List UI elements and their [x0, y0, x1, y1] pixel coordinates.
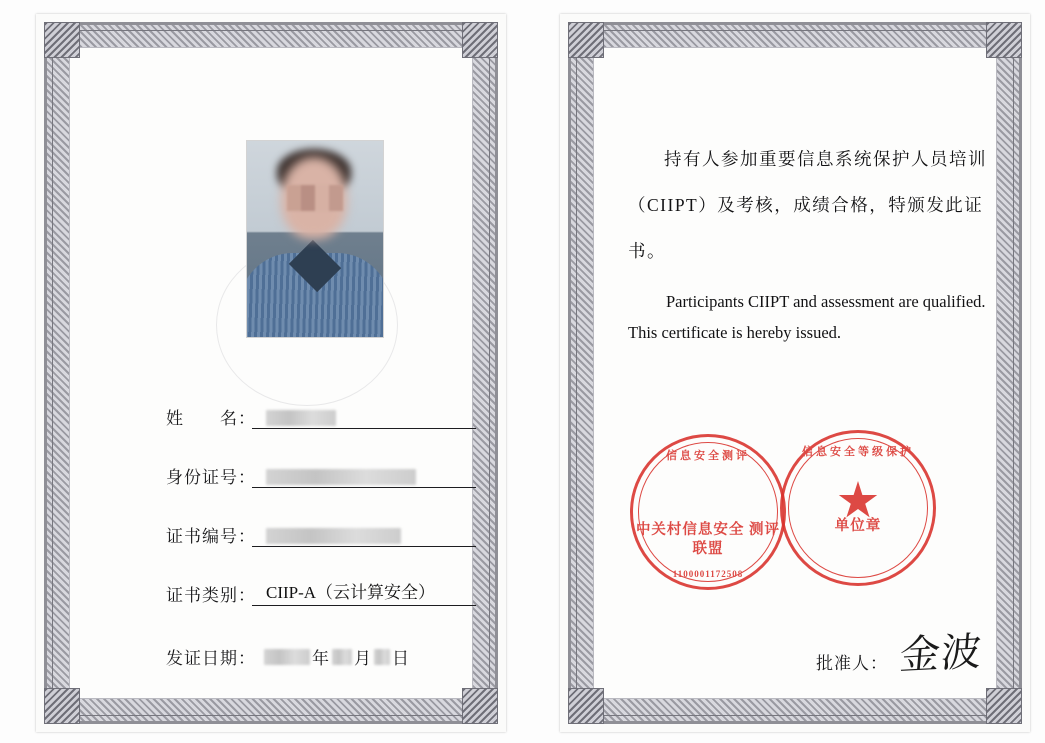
issue-date-row [166, 644, 412, 669]
approver-label: 批准人： [816, 654, 888, 673]
redaction-month [332, 649, 352, 665]
field-label-name: 姓 名： [166, 409, 256, 428]
redaction-certificate-number [266, 528, 401, 544]
issue-date-month [332, 644, 374, 669]
organization-seal-arc-text: 信息安全等级保护 [802, 446, 914, 458]
issuer-seal-arc-text: 信息安全测评 [666, 450, 750, 462]
field-label-id-number: 身份证号： [166, 468, 256, 487]
certificate-right-panel [560, 14, 1030, 732]
field-row-certificate-category [166, 576, 476, 606]
issuer-seal-number: 1100001172508 [672, 569, 744, 579]
field-row-name [166, 399, 476, 429]
redaction-day [374, 649, 390, 665]
field-row-id-number [166, 458, 476, 488]
redaction-id-number [266, 469, 416, 485]
field-value-certificate-category: CIIP-A（云计算安全） [252, 580, 476, 606]
field-value-id-number [252, 462, 476, 488]
organization-seal-center-text: 单位章 [834, 518, 882, 534]
field-label-certificate-category: 证书类别： [166, 586, 256, 605]
certificate-left-body [66, 44, 476, 702]
field-value-certificate-number [252, 521, 476, 547]
redaction-name [266, 410, 336, 426]
organization-seal [780, 430, 936, 586]
issue-date-day-unit: 日 [392, 649, 410, 668]
issuer-seal [630, 434, 786, 590]
issue-date-year-unit: 年 [312, 649, 330, 668]
certificate-text-chinese: 持有人参加重要信息系统保护人员培训（CIIPT）及考核，成绩合格，特颁发此证书。 [628, 149, 987, 261]
issuer-seal-ring [638, 442, 778, 582]
issue-date-year [264, 644, 332, 669]
field-value-name [252, 403, 476, 429]
issue-date-month-unit: 月 [354, 649, 372, 668]
redaction-year [264, 649, 310, 665]
holder-fields [166, 399, 476, 635]
issue-date-label: 发证日期： [166, 649, 256, 668]
photo-blur-mask [287, 185, 343, 211]
field-row-certificate-number [166, 517, 476, 547]
certificate-text-english: Participants CIIPT and assessment are qualified. This certificate is hereby issued. [628, 292, 986, 342]
field-label-certificate-number: 证书编号： [166, 527, 256, 546]
approver-signature: 金波 [897, 628, 985, 679]
approver-row [816, 628, 985, 679]
certificate-right-body [590, 44, 1000, 702]
issue-date-day [374, 644, 412, 669]
holder-photo [246, 140, 384, 338]
issuer-seal-center-text: 中关村信息安全 测评联盟 [635, 522, 781, 557]
certificate-left-panel [36, 14, 506, 732]
